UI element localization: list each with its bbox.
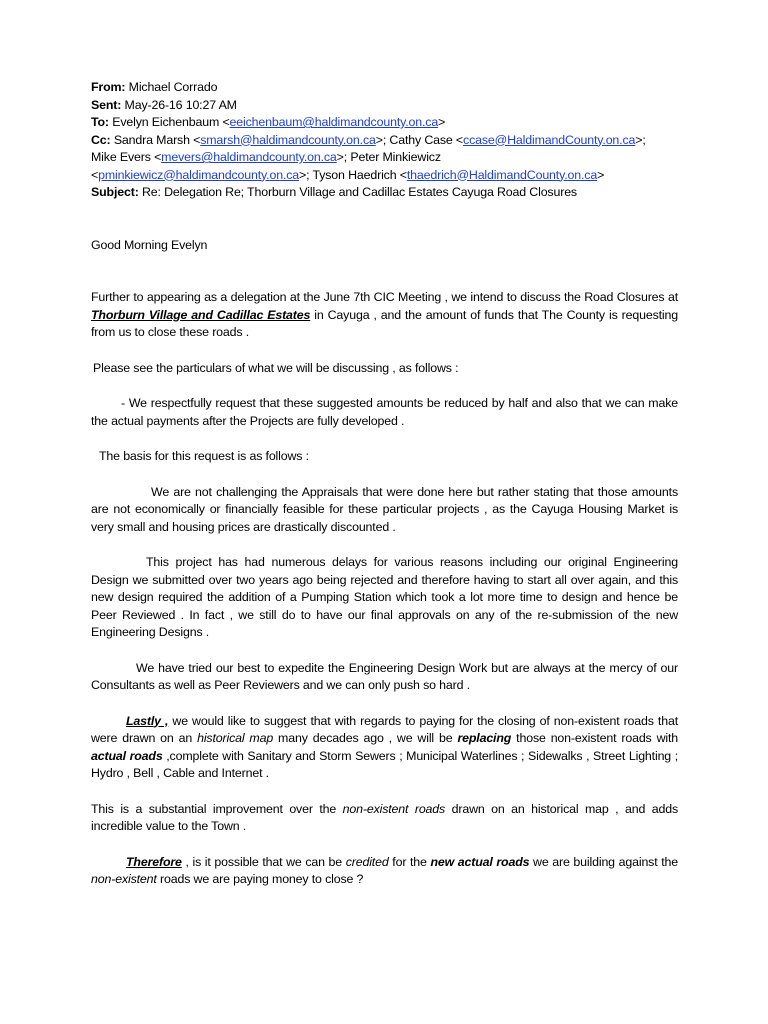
cc-label: Cc:: [91, 132, 111, 147]
improvement-text-1: This is a substantial improvement over the: [91, 801, 343, 816]
lastly-text-1: we would like to suggest that with regards to paying for the closing of non-existent roads that were drawn on an: [91, 713, 678, 745]
paragraph-delays: This project has had numerous delays for various reasons including our original Engineering Design we submitted over two years ago being rejected and therefore having to start all over again, and this new design required the addition of a Pumping Station which took a lot more time to design and hence be Peer Reviewed . In fact , we still do to have our final approvals on any of the re-submission of the new Engineering Designs .: [91, 555, 678, 639]
cc-line-2: [91, 149, 678, 167]
therefore-credited: credited: [345, 854, 389, 869]
cc-line: [91, 132, 678, 150]
intro-text-end: in Cayuga , and the amount of funds that The County is requesting from us to close these roads .: [91, 307, 678, 339]
lastly-emphasis: Lastly ,: [126, 713, 169, 728]
lastly-replacing: replacing: [457, 731, 512, 745]
cc7-close: >: [597, 167, 605, 182]
cc2-email-link[interactable]: ccase@HaldimandCounty.on.ca: [463, 132, 636, 147]
paragraph-request: - We respectfully request that these suggested amounts be reduced by half and also that we can make the actual payments after the Projects are fully developed .: [91, 396, 678, 428]
therefore-new-actual-roads: new actual roads: [430, 854, 530, 869]
from-label: From:: [91, 80, 126, 94]
cc-line-3: [91, 167, 678, 185]
cc6-open: <: [91, 167, 99, 182]
therefore-emphasis: Therefore: [126, 854, 182, 869]
therefore-text-2: for the: [388, 854, 431, 869]
paragraph-improvement: [91, 801, 678, 836]
subject-value: Re: Delegation Re; Thorburn Village and Cadillac Estates Cayuga Road Closures: [141, 185, 577, 199]
lastly-text-2: many decades ago , we will be: [273, 731, 458, 745]
from-line: [91, 79, 678, 97]
improvement-non-existent: non-existent roads: [342, 801, 446, 816]
subject-label: Subject:: [91, 185, 139, 199]
cc7-email-link[interactable]: thaedrich@HaldimandCounty.on.ca: [406, 167, 598, 182]
paragraph-intro: [91, 289, 678, 342]
paragraph-appraisals: We are not challenging the Appraisals that were done here but rather stating that those amounts are not economically or financially feasible for these particular projects , as the Cayuga Housing Market is very small and housing prices are drastically discounted .: [91, 484, 678, 534]
from-value: Michael Corrado: [128, 80, 218, 94]
cc5-name: >; Peter Minkiewicz: [336, 150, 441, 164]
cc7-name: >; Tyson Haedrich <: [299, 167, 407, 182]
lastly-text-4: ,complete with Sanitary and Storm Sewers ; Municipal Waterlines ; Sidewalks , Street Lighting ; Hydro , Bell , Cable and Internet .: [91, 748, 679, 780]
lastly-historical-map: historical map: [197, 731, 274, 745]
cc2-name: >; Cathy Case <: [375, 132, 464, 147]
to-line: [91, 114, 678, 132]
subject-line: [91, 184, 678, 202]
lastly-actual-roads: actual roads: [91, 748, 163, 763]
cc1-email-link[interactable]: smarsh@haldimandcounty.on.ca: [200, 132, 376, 147]
therefore-text-3: we are building against the: [529, 854, 678, 869]
therefore-text-1: , is it possible that we can be: [181, 854, 346, 869]
paragraph-lastly: [91, 713, 678, 783]
sent-label: Sent:: [91, 97, 122, 112]
cc3-name: >;: [635, 132, 646, 147]
lastly-text-3: those non-existent roads with: [511, 731, 678, 745]
paragraph-particulars: Please see the particulars of what we will be discussing , as follows :: [93, 360, 459, 375]
paragraph-expedite: We have tried our best to expedite the Engineering Design Work but are always at the mercy of our Consultants as well as Peer Reviewers and we can only push so hard .: [91, 660, 678, 692]
intro-project-names: Thorburn Village and Cadillac Estates: [91, 307, 311, 322]
improvement-text-2: drawn on an historical map , and adds incredible value to the Town .: [91, 801, 678, 833]
greeting: Good Morning Evelyn: [91, 237, 208, 252]
therefore-non-existent: non-existent: [91, 872, 157, 886]
email-header: [91, 79, 678, 202]
therefore-text-4: roads we are paying money to close ?: [156, 872, 364, 886]
sent-line: [91, 97, 678, 115]
cc1-name: Sandra Marsh <: [113, 132, 201, 147]
to-close: >: [438, 115, 446, 129]
paragraph-basis: The basis for this request is as follows :: [99, 449, 309, 463]
cc6-email-link[interactable]: pminkiewicz@haldimandcounty.on.ca: [98, 167, 300, 182]
sent-value: May-26-16 10:27 AM: [124, 97, 237, 112]
paragraph-therefore: [91, 854, 678, 889]
cc4-name: Mike Evers <: [91, 150, 162, 164]
intro-text: Further to appearing as a delegation at the June 7th CIC Meeting , we intend to discuss the Road Closures at: [91, 290, 678, 304]
to-email-link[interactable]: eeichenbaum@haldimandcounty.on.ca: [229, 115, 439, 129]
to-label: To:: [91, 115, 109, 129]
to-name: Evelyn Eichenbaum <: [112, 115, 230, 129]
cc4-email-link[interactable]: mevers@haldimandcounty.on.ca: [161, 150, 337, 164]
